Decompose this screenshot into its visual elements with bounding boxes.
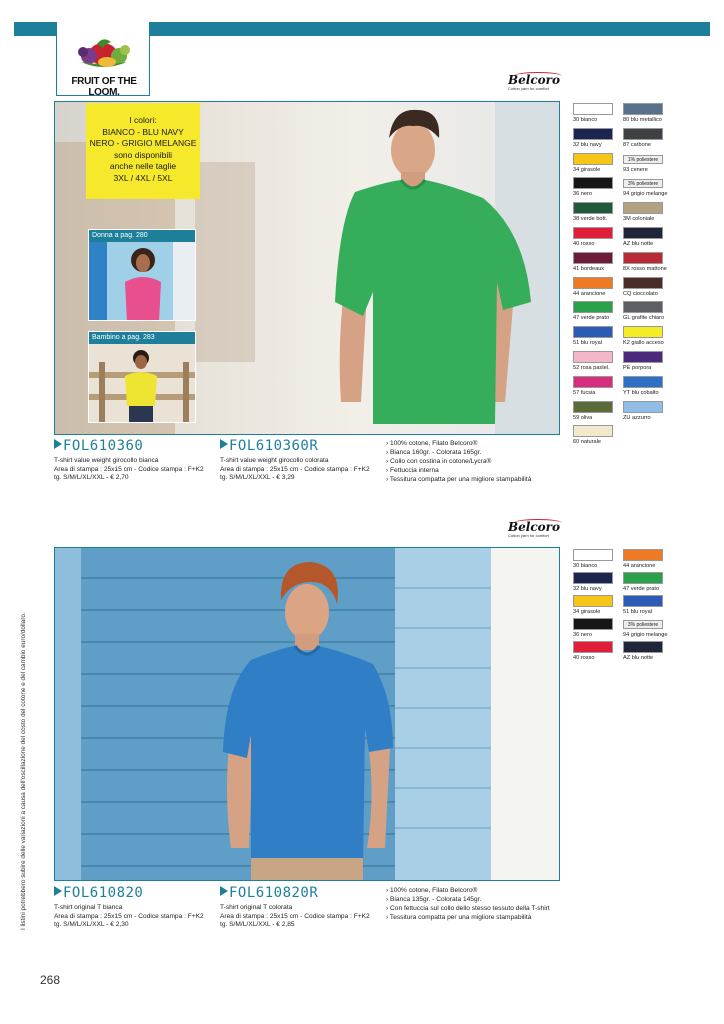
- swatch-label: 40 rosso: [573, 241, 595, 247]
- belcoro-name: Belcoro: [508, 520, 560, 534]
- product-photo-blue-tshirt: [54, 547, 560, 881]
- swatch-label: AZ blu notte: [623, 655, 654, 661]
- color-swatch[interactable]: [623, 202, 663, 214]
- belcoro-sub: Cotton yarn for comfort: [508, 533, 549, 538]
- color-swatch[interactable]: [573, 641, 613, 653]
- swatch-label: 38 verde bott.: [573, 216, 608, 223]
- color-swatch[interactable]: [623, 351, 663, 363]
- color-availability-box: [86, 103, 200, 199]
- swatch-label: 32 blu navy: [573, 586, 602, 592]
- product-code-fol610820r: FOL610820R: [220, 885, 318, 901]
- belcoro-mark-2: [508, 521, 564, 543]
- color-swatch[interactable]: [623, 301, 663, 313]
- color-swatch[interactable]: [573, 425, 613, 437]
- swatch-note: 3% poliestere: [623, 620, 663, 629]
- belcoro-sub: Cotton yarn for comfort: [508, 86, 549, 91]
- swatch-label: 44 arancione: [573, 290, 606, 297]
- color-note-line: anche nelle taglie: [109, 161, 177, 171]
- child-yellow-illustration: [89, 332, 196, 423]
- swatch-label: 30 bianco: [573, 563, 598, 569]
- color-swatch[interactable]: [623, 572, 663, 584]
- inset-woman-photo[interactable]: [88, 229, 196, 321]
- price-disclaimer: I listini potrebbero subire delle variazioni a causa dell'oscillazione del costo del cotone e del cambio euro/dollaro.: [20, 612, 27, 930]
- color-swatch[interactable]: [573, 351, 613, 363]
- color-swatch[interactable]: [573, 401, 613, 413]
- woman-pink-illustration: [89, 230, 196, 321]
- swatch-label: 8X rosso mattone: [623, 265, 667, 272]
- swatch-label: 93 cenere: [623, 166, 648, 173]
- product-desc-fol610820r: T-shirt original T colorata Area di stampa : 25x15 cm - Codice stampa : F+K2 tg. S/M/L/XL/XXL - € 2,85: [220, 904, 370, 929]
- features-list-1: › 100% cotone, Filato Belcoro® › Bianca 160gr. - Colorata 165gr. › Collo con costina in cotone/Lycra® › Fettuccia interna › Tessitura compatta per una migliore stampabilità: [386, 440, 532, 483]
- product-desc-fol610360: T-shirt value weight girocollo bianca Area di stampa : 25x15 cm - Codice stampa : F+K2 tg. S/M/L/XL/XXL - € 2,70: [54, 457, 204, 482]
- swatch-label: CQ cioccolato: [623, 290, 658, 297]
- fruit-logo-icon: [67, 36, 139, 72]
- color-swatch[interactable]: [573, 326, 613, 338]
- swatch-label: 34 girasole: [573, 609, 601, 615]
- inset-child-photo[interactable]: [88, 331, 196, 423]
- color-swatch[interactable]: [573, 177, 613, 189]
- color-swatch[interactable]: [623, 549, 663, 561]
- color-swatch[interactable]: [623, 227, 663, 239]
- color-note-line: sono disponibili: [113, 149, 173, 160]
- color-swatch[interactable]: [623, 128, 663, 140]
- belcoro-swirl-icon: [514, 72, 562, 80]
- page-number: 268: [40, 973, 61, 987]
- color-swatch[interactable]: [573, 277, 613, 289]
- swatch-label: GL grafite chiaro: [623, 315, 665, 322]
- color-swatch[interactable]: [573, 128, 613, 140]
- arrow-right-icon: [220, 439, 228, 449]
- color-swatch[interactable]: [623, 401, 663, 413]
- model-blue-illustration: [55, 548, 560, 881]
- swatch-label: 80 blu metallico: [623, 117, 662, 123]
- swatch-label: 34 girasole: [573, 166, 601, 173]
- color-swatch[interactable]: [623, 103, 663, 115]
- swatch-label: 59 oliva: [573, 414, 593, 421]
- swatch-label: 36 nero: [573, 632, 592, 638]
- swatch-label: 94 grigio melange: [623, 632, 668, 638]
- color-swatch[interactable]: [573, 252, 613, 264]
- product-code-fol610360r: FOL610360R: [220, 438, 318, 454]
- swatch-label: 52 rosa pastel.: [573, 365, 610, 371]
- product-code-fol610820: FOL610820: [54, 885, 143, 901]
- swatch-label: 47 verde prato: [623, 586, 660, 592]
- product-desc-fol610360r: T-shirt value weight girocollo colorata Area di stampa : 25x15 cm - Codice stampa : F+K2 tg. S/M/L/XL/XXL - € 3,29: [220, 457, 370, 482]
- color-swatch[interactable]: [623, 595, 663, 607]
- swatch-label: 36 nero: [573, 191, 592, 198]
- color-swatch[interactable]: [573, 376, 613, 388]
- color-swatch[interactable]: [573, 618, 613, 630]
- arrow-right-icon: [54, 439, 62, 449]
- swatch-label: 94 grigio melange: [623, 191, 668, 198]
- color-note-line: BIANCO - BLU NAVY: [102, 126, 184, 137]
- swatch-label: 41 bordeaux: [573, 265, 605, 272]
- color-swatch[interactable]: [573, 103, 613, 115]
- header-bar-right: [150, 22, 710, 36]
- color-swatch[interactable]: [573, 153, 613, 165]
- swatch-label: YT blu cobalto: [623, 389, 659, 396]
- color-note-line: I colori:: [129, 115, 157, 125]
- color-swatch[interactable]: [623, 641, 663, 653]
- color-swatch[interactable]: [573, 572, 613, 584]
- swatch-label: ZU azzurro: [623, 414, 651, 421]
- inset-woman-label: Donna a pag. 280: [89, 230, 195, 242]
- product-desc-fol610820: T-shirt original T bianca Area di stampa : 25x15 cm - Codice stampa : F+K2 tg. S/M/L/XL/XXL - € 2,30: [54, 904, 204, 929]
- color-swatch[interactable]: [573, 202, 613, 214]
- swatch-label: 51 blu royal: [573, 340, 602, 347]
- color-swatch[interactable]: [573, 301, 613, 313]
- belcoro-mark-1: [508, 74, 564, 96]
- swatch-note: 3% poliestere: [623, 179, 663, 188]
- color-swatch[interactable]: [623, 376, 663, 388]
- swatch-label: 3M coloniale: [623, 216, 655, 223]
- color-swatch[interactable]: [623, 277, 663, 289]
- swatch-label: 32 blu navy: [573, 141, 602, 148]
- color-swatch[interactable]: [623, 326, 663, 338]
- swatch-label: 47 verde prato: [573, 315, 610, 322]
- color-note-line: 3XL / 4XL / 5XL: [113, 172, 173, 183]
- brand-logo: [56, 22, 150, 96]
- features-list-2: › 100% cotone, Filato Belcoro® › Bianca 135gr. - Colorata 145gr. › Con fettuccia sul collo dello stesso tessuto della T-shirt › Tessitura compatta per una migliore stampabilità: [386, 887, 550, 921]
- color-swatch[interactable]: [573, 227, 613, 239]
- color-swatch[interactable]: [573, 549, 613, 561]
- swatch-label: K2 giallo acceso: [623, 340, 664, 347]
- swatch-label: AZ blu notte: [623, 241, 654, 247]
- color-note-line: NERO - GRIGIO MELANGE: [89, 138, 197, 148]
- swatch-label: 44 arancione: [623, 563, 656, 569]
- belcoro-name: Belcoro: [508, 73, 560, 87]
- product-code-fol610360: FOL610360: [54, 438, 143, 454]
- swatch-label: 51 blu royal: [623, 609, 652, 615]
- swatch-label: 60 naturale: [573, 439, 601, 446]
- swatch-label: 40 rosso: [573, 655, 595, 661]
- swatch-label: 57 fucsia: [573, 389, 596, 396]
- swatch-label: 30 bianco: [573, 117, 598, 123]
- belcoro-swirl-icon: [514, 519, 562, 527]
- swatch-label: PE porpora: [623, 365, 652, 371]
- brand-name: FRUIT OF THE LOOM.: [71, 76, 137, 98]
- swatch-label: 87 carbone: [623, 141, 651, 148]
- inset-child-label: Bambino a pag. 283: [89, 332, 195, 344]
- color-swatch[interactable]: [623, 252, 663, 264]
- color-swatch[interactable]: [573, 595, 613, 607]
- arrow-right-icon: [54, 886, 62, 896]
- arrow-right-icon: [220, 886, 228, 896]
- swatch-note: 1% poliestere: [623, 155, 663, 164]
